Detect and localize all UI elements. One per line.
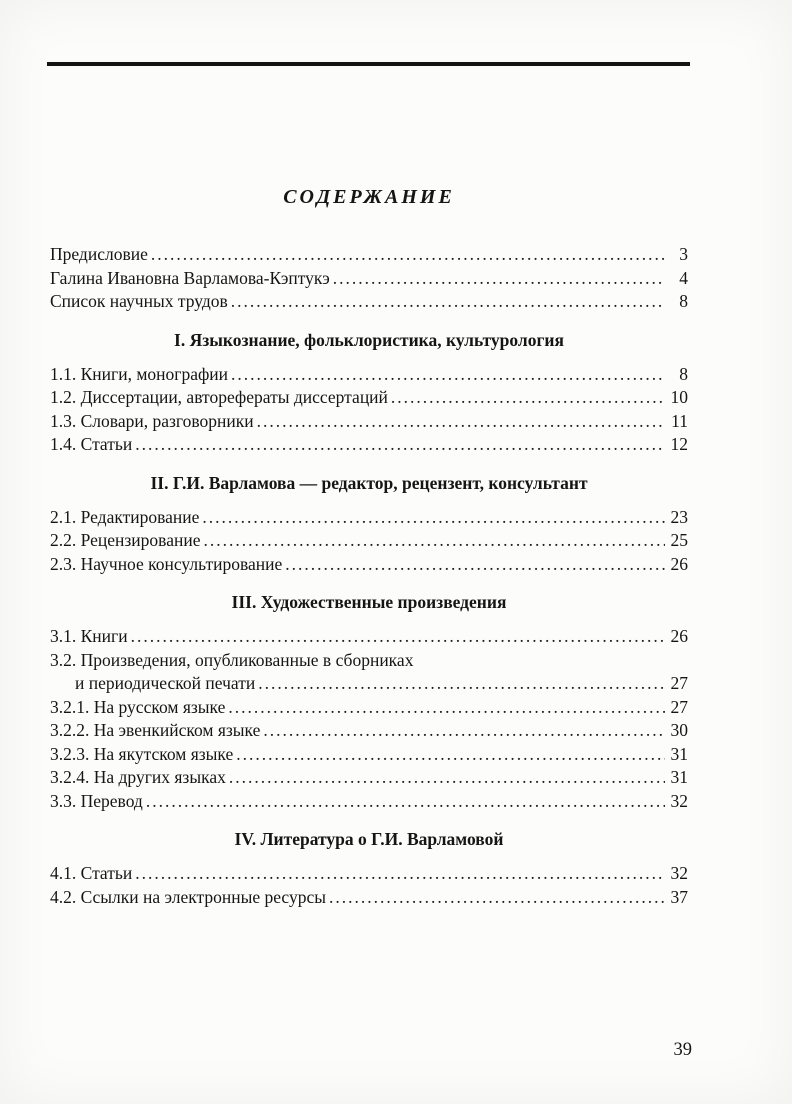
dot-leader [329,886,665,910]
toc-row [50,506,688,530]
dot-leader [231,363,665,387]
toc-entry-label: и периодической печати [75,673,256,693]
toc-entry-page: 32 [670,790,688,811]
toc-entry-page: 23 [670,506,688,527]
toc-row [50,625,688,649]
toc-entry-label: 1.4. Статьи [50,434,133,454]
toc-section-2 [50,506,688,577]
toc-row [50,290,688,314]
toc-entry-page: 31 [670,743,688,764]
toc-entry-label: 3.1. Книги [50,626,128,646]
toc-front-matter [50,243,688,314]
toc-row [50,433,688,457]
toc-entry-page: 30 [670,720,688,740]
dot-leader [229,766,665,790]
toc-entry-label: 1.3. Словари, разговорники [50,410,254,431]
toc-entry-page: 8 [679,363,688,384]
section-heading: IV. Литература о Г.И. Варламовой [234,829,504,849]
toc-row [50,649,688,673]
dot-leader [228,696,665,720]
toc-row [50,410,688,434]
toc-entry-label: 3.2.3. На якутском языке [50,743,234,764]
toc-entry-page: 37 [670,886,688,907]
toc-entry-page: 10 [670,387,688,407]
toc-entry-page: 4 [679,267,688,288]
toc-row [50,529,688,553]
dot-leader [203,529,665,553]
toc-row [50,696,688,720]
toc-entry-label: 3.3. Перевод [50,790,143,811]
toc-entry-label: 4.1. Статьи [50,863,133,883]
toc-entry-label: 4.2. Ссылки на электронные ресурсы [50,886,326,907]
toc-row [50,553,688,577]
dot-leader [151,243,665,267]
toc-entry-label: Галина Ивановна Варламова-Кэптукэ [50,267,330,288]
toc-entry-label: 1.1. Книги, монографии [50,363,229,384]
toc-entry-page: 12 [670,434,688,454]
toc-entry-page: 26 [670,553,688,574]
toc-entry-page: 3 [679,244,688,264]
dot-leader [202,506,665,530]
dot-leader [231,290,665,314]
toc-entry-page: 27 [670,696,688,717]
toc-row [50,363,688,387]
toc-entry-label: 2.3. Научное консультирование [50,553,283,574]
toc-section-1 [50,363,688,457]
toc-entry-page: 11 [671,410,688,431]
dot-leader [135,433,665,457]
toc-row [50,790,688,814]
toc-row-continuation [50,672,688,696]
toc-title: СОДЕРЖАНИЕ [283,186,455,208]
toc-row [50,386,688,410]
toc-row [50,719,688,743]
toc-row [50,267,688,291]
section-heading: I. Языкознание, фольклористика, культурология [174,329,564,350]
toc-entry-label: 2.1. Редактирование [50,506,200,527]
dot-leader [333,267,665,291]
top-rule [47,62,690,66]
toc-row [50,766,688,790]
section-heading: II. Г.И. Варламова — редактор, рецензент, консультант [150,472,588,493]
dot-leader [263,719,665,743]
page-number: 39 [673,1040,692,1060]
dot-leader [135,862,665,886]
toc-entry-page: 27 [670,673,688,693]
dot-leader [257,410,665,434]
toc-section-3 [50,625,688,813]
dot-leader [146,790,665,814]
section-heading: III. Художественные произведения [231,592,507,612]
toc-content [50,186,688,909]
toc-entry-label: 3.2.2. На эвенкийском языке [50,720,261,740]
toc-entry-page: 25 [670,530,688,550]
toc-entry-label: Список научных трудов [50,291,228,311]
toc-entry-page: 31 [670,767,688,787]
dot-leader [236,743,665,767]
toc-row [50,886,688,910]
dot-leader [285,553,665,577]
toc-entry-label: Предисловие [50,244,148,264]
toc-entry-label: 1.2. Диссертации, авторефераты диссертаций [50,387,388,407]
dot-leader [391,386,665,410]
toc-entry-page: 8 [679,291,688,311]
toc-section-4 [50,862,688,909]
toc-row [50,862,688,886]
toc-entry-label: 3.2.4. На других языках [50,767,226,787]
toc-entry-label: 3.2. Произведения, опубликованные в сборниках [50,649,414,670]
toc-row [50,743,688,767]
toc-entry-label: 3.2.1. На русском языке [50,696,226,717]
toc-entry-page: 26 [670,626,688,646]
dot-leader [258,672,665,696]
dot-leader [131,625,665,649]
toc-entry-label: 2.2. Рецензирование [50,530,201,550]
toc-row [50,243,688,267]
toc-entry-page: 32 [670,863,688,883]
